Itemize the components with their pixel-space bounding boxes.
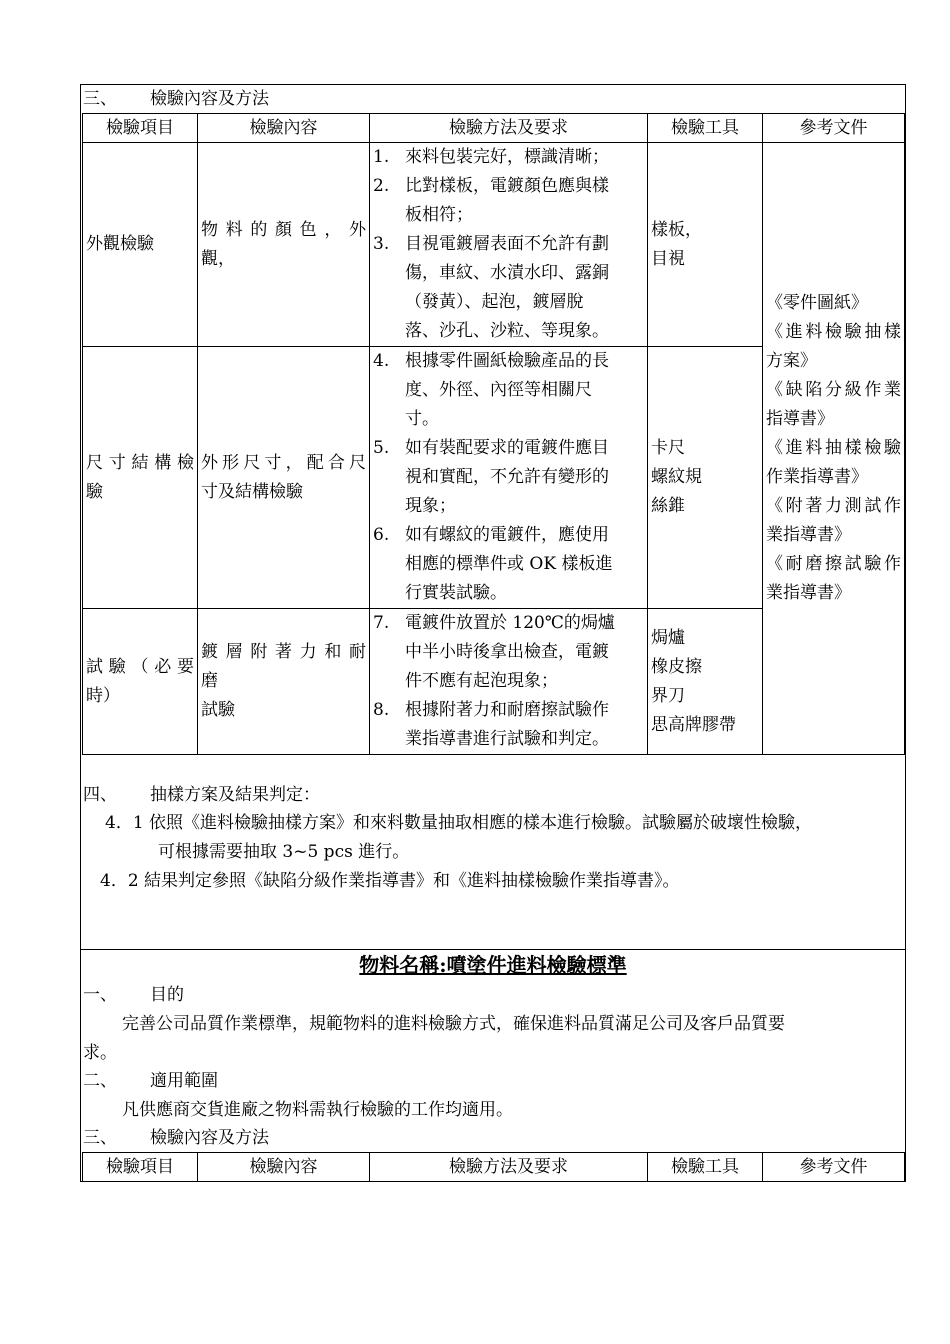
section4-paragraph2: 4．2 結果判定參照《缺陷分級作業指導書》和《進料抽樣檢驗作業指導書》。: [100, 871, 680, 891]
section-divider: [80, 949, 906, 950]
method-item-2: 2. 比對樣板，電鍍顏色應與樣 板相符；: [373, 176, 609, 225]
method-item-5: 5. 如有裝配要求的電鍍件應目 視和實配，不允許有變形的 現象；: [373, 438, 609, 516]
doc2-header-item: 檢驗項目: [83, 1153, 198, 1182]
doc2-header-references: 參考文件: [763, 1153, 905, 1182]
section4-title: 抽樣方案及結果判定：: [150, 785, 320, 805]
doc2-section3-title: 檢驗內容及方法: [150, 1128, 269, 1148]
header-content: 檢驗內容: [198, 114, 370, 143]
row1-content: [198, 143, 370, 347]
method-item-1: 1. 來料包裝完好，標識清晰；: [373, 147, 609, 167]
table-row: [83, 143, 905, 347]
row1-content-line1: 物 料 的 顏 色 ， 外: [201, 219, 366, 240]
row1-item: 外觀檢驗: [83, 143, 198, 347]
section4-number: 四、: [83, 785, 117, 805]
method-item-6: 6. 如有螺紋的電鍍件，應使用 相應的標準件或 OK 樣板進 行實裝試驗。: [373, 525, 613, 603]
scope-number: 二、: [83, 1071, 117, 1091]
scope-title: 適用範圍: [150, 1071, 218, 1091]
row2-item: 尺 寸 結 構 檢 驗: [83, 347, 198, 609]
doc2-header-tools: 檢驗工具: [648, 1153, 763, 1182]
doc2-header-method: 檢驗方法及要求: [370, 1153, 648, 1182]
scope-body: 凡供應商交貨進廠之物料需執行檢驗的工作均適用。: [122, 1100, 513, 1120]
purpose-body-line2: 求。: [83, 1043, 117, 1063]
section3-title: 檢驗內容及方法: [150, 89, 269, 109]
references-cell: 《零件圖紙》 《進料檢驗抽樣 方案》 《缺陷分級作業 指導書》 《進料抽樣檢驗 作業指導書》 《附著力測試作 業指導書》 《耐磨擦試驗作 業指導書》: [763, 143, 905, 755]
row3-item: 試 驗 （ 必 要 時）: [83, 609, 198, 755]
page-title: 物料名稱:噴塗件進料檢驗標準: [359, 953, 627, 977]
header-method: 檢驗方法及要求: [370, 114, 648, 143]
row2-methods: [370, 347, 648, 609]
section4-paragraph1-line2: 可根據需要抽取 3~5 pcs 進行。: [158, 842, 410, 862]
row1-methods: [370, 143, 648, 347]
method-item-3: 3. 目視電鍍層表面不允許有劃 傷，車紋、水漬水印、露銅 （發黃）、起泡，鍍層脫 落、沙孔、沙粒、等現象。: [373, 234, 609, 341]
section4-paragraph1-line1: 4．1 依照《進料檢驗抽樣方案》和來料數量抽取相應的樣本進行檢驗。試驗屬於破壞性檢驗，: [105, 813, 813, 833]
purpose-number: 一、: [83, 985, 117, 1005]
row3-content: 鍍 層 附 著 力 和 耐 磨 試驗: [198, 609, 370, 755]
method-item-7: 7. 電鍍件放置於 120℃的焗爐 中半小時後拿出檢查，電鍍 件不應有起泡現象；: [373, 613, 615, 691]
row3-methods: [370, 609, 648, 755]
purpose-title: 目的: [150, 985, 184, 1005]
row1-content-line2: 觀，: [201, 248, 235, 269]
section3-number: 三、: [83, 89, 117, 109]
doc2-table-header: [82, 1152, 905, 1182]
purpose-body-line1: 完善公司品質作業標準，規範物料的進料檢驗方式，確保進料品質滿足公司及客戶品質要: [122, 1014, 785, 1034]
header-tools: 檢驗工具: [648, 114, 763, 143]
row2-tools: 卡尺 螺紋規 絲錐: [648, 347, 763, 609]
row1-tools: 樣板， 目視: [648, 143, 763, 347]
row3-tools: 焗爐 橡皮擦 界刀 思高牌膠帶: [648, 609, 763, 755]
header-references: 參考文件: [763, 114, 905, 143]
method-item-8: 8. 根據附著力和耐磨擦試驗作 業指導書進行試驗和判定。: [373, 700, 609, 749]
inspection-table: [82, 113, 905, 755]
doc2-section3-number: 三、: [83, 1128, 117, 1148]
header-item: 檢驗項目: [83, 114, 198, 143]
doc2-header-content: 檢驗內容: [198, 1153, 370, 1182]
row2-content: 外形尺寸，配合尺 寸及結構檢驗: [198, 347, 370, 609]
method-item-4: 4. 根據零件圖紙檢驗產品的長 度、外徑、內徑等相關尺 寸。: [373, 351, 609, 429]
